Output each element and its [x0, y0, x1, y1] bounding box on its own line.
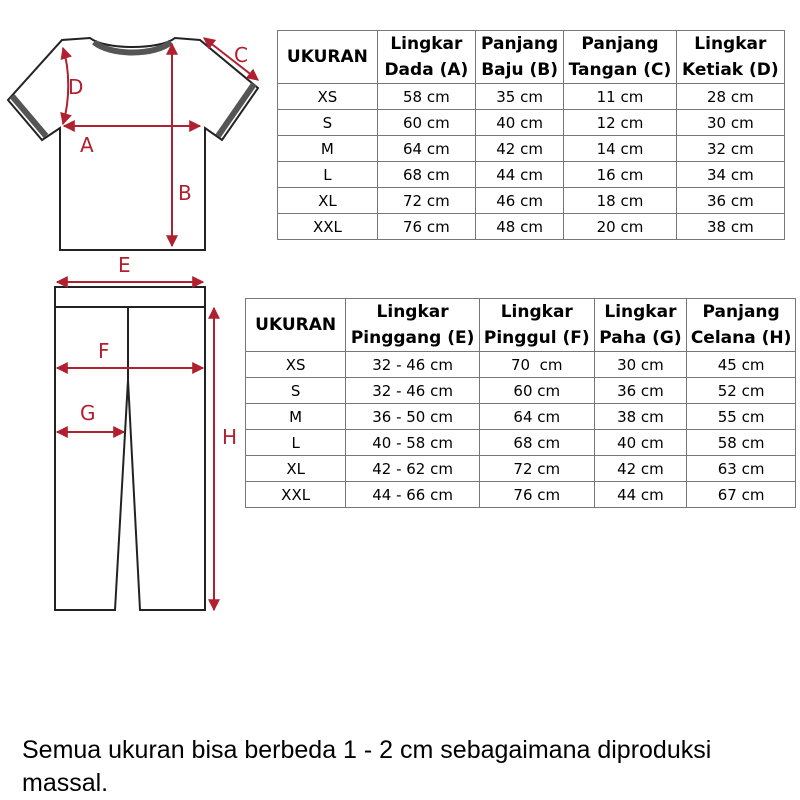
table-row — [278, 110, 785, 136]
value-cell: 44 cm — [594, 482, 687, 508]
pants-drawing — [55, 287, 205, 610]
measure-line-c — [204, 38, 258, 80]
table-row — [246, 352, 796, 378]
pants-label-h: H — [222, 425, 238, 449]
size-cell: XS — [246, 352, 346, 378]
value-cell: 16 cm — [564, 162, 676, 188]
value-cell: 48 cm — [475, 214, 563, 240]
pants-label-e: E — [118, 253, 131, 277]
value-cell: 40 cm — [594, 430, 687, 456]
size-cell: XS — [278, 84, 378, 110]
value-cell: 30 cm — [676, 110, 784, 136]
size-disclaimer: Semua ukuran bisa berbeda 1 - 2 cm sebagaimana diproduksi massal. — [22, 736, 712, 797]
table-row — [278, 136, 785, 162]
table-row — [278, 162, 785, 188]
value-cell: 76 cm — [479, 482, 594, 508]
value-cell: 60 cm — [377, 110, 475, 136]
size-cell: XXL — [246, 482, 346, 508]
value-cell: 60 cm — [479, 378, 594, 404]
table-row — [246, 378, 796, 404]
table-row — [246, 404, 796, 430]
header-lingkar-ketiak: Lingkar Ketiak (D) — [676, 31, 784, 84]
table-row — [278, 84, 785, 110]
value-cell: 52 cm — [687, 378, 796, 404]
value-cell: 36 cm — [594, 378, 687, 404]
value-cell: 28 cm — [676, 84, 784, 110]
value-cell: 38 cm — [676, 214, 784, 240]
shirt-label-d: D — [68, 75, 84, 99]
table-header-row — [246, 299, 796, 352]
pants-label-f: F — [98, 339, 110, 363]
table-row — [278, 214, 785, 240]
value-cell: 34 cm — [676, 162, 784, 188]
value-cell: 72 cm — [377, 188, 475, 214]
pants-label-g: G — [80, 401, 96, 425]
value-cell: 67 cm — [687, 482, 796, 508]
table-header-row — [278, 31, 785, 84]
size-cell: S — [278, 110, 378, 136]
value-cell: 32 - 46 cm — [346, 378, 480, 404]
value-cell: 64 cm — [377, 136, 475, 162]
size-cell: S — [246, 378, 346, 404]
value-cell: 76 cm — [377, 214, 475, 240]
value-cell: 44 cm — [475, 162, 563, 188]
value-cell: 18 cm — [564, 188, 676, 214]
value-cell: 38 cm — [594, 404, 687, 430]
value-cell: 40 - 58 cm — [346, 430, 480, 456]
size-cell: L — [246, 430, 346, 456]
value-cell: 11 cm — [564, 84, 676, 110]
value-cell: 42 cm — [475, 136, 563, 162]
table-row — [246, 482, 796, 508]
value-cell: 32 - 46 cm — [346, 352, 480, 378]
value-cell: 32 cm — [676, 136, 784, 162]
header-panjang-celana: Panjang Celana (H) — [687, 299, 796, 352]
value-cell: 40 cm — [475, 110, 563, 136]
size-cell: M — [278, 136, 378, 162]
value-cell: 72 cm — [479, 456, 594, 482]
value-cell: 42 cm — [594, 456, 687, 482]
header-ukuran: UKURAN — [246, 299, 346, 352]
value-cell: 14 cm — [564, 136, 676, 162]
value-cell: 45 cm — [687, 352, 796, 378]
shirt-size-table — [277, 30, 785, 240]
value-cell: 35 cm — [475, 84, 563, 110]
value-cell: 46 cm — [475, 188, 563, 214]
value-cell: 44 - 66 cm — [346, 482, 480, 508]
header-lingkar-pinggul: Lingkar Pinggul (F) — [479, 299, 594, 352]
header-panjang-baju: Panjang Baju (B) — [475, 31, 563, 84]
shirt-label-c: C — [234, 43, 248, 67]
pants-size-table — [245, 298, 796, 508]
value-cell: 42 - 62 cm — [346, 456, 480, 482]
value-cell: 70 cm — [479, 352, 594, 378]
table-row — [278, 188, 785, 214]
header-lingkar-paha: Lingkar Paha (G) — [594, 299, 687, 352]
value-cell: 36 cm — [676, 188, 784, 214]
shirt-label-a: A — [80, 133, 94, 157]
shirt-label-b: B — [178, 181, 192, 205]
size-cell: M — [246, 404, 346, 430]
value-cell: 55 cm — [687, 404, 796, 430]
value-cell: 12 cm — [564, 110, 676, 136]
value-cell: 68 cm — [377, 162, 475, 188]
table-row — [246, 430, 796, 456]
header-lingkar-dada: Lingkar Dada (A) — [377, 31, 475, 84]
value-cell: 36 - 50 cm — [346, 404, 480, 430]
value-cell: 30 cm — [594, 352, 687, 378]
size-cell: XL — [278, 188, 378, 214]
value-cell: 20 cm — [564, 214, 676, 240]
value-cell: 64 cm — [479, 404, 594, 430]
value-cell: 68 cm — [479, 430, 594, 456]
size-cell: L — [278, 162, 378, 188]
table-row — [246, 456, 796, 482]
size-cell: XL — [246, 456, 346, 482]
header-panjang-tangan: Panjang Tangan (C) — [564, 31, 676, 84]
pants-measure-lines — [57, 282, 214, 610]
tshirt-drawing — [8, 38, 258, 250]
size-cell: XXL — [278, 214, 378, 240]
value-cell: 58 cm — [687, 430, 796, 456]
header-ukuran: UKURAN — [278, 31, 378, 84]
value-cell: 58 cm — [377, 84, 475, 110]
value-cell: 63 cm — [687, 456, 796, 482]
header-lingkar-pinggang: Lingkar Pinggang (E) — [346, 299, 480, 352]
